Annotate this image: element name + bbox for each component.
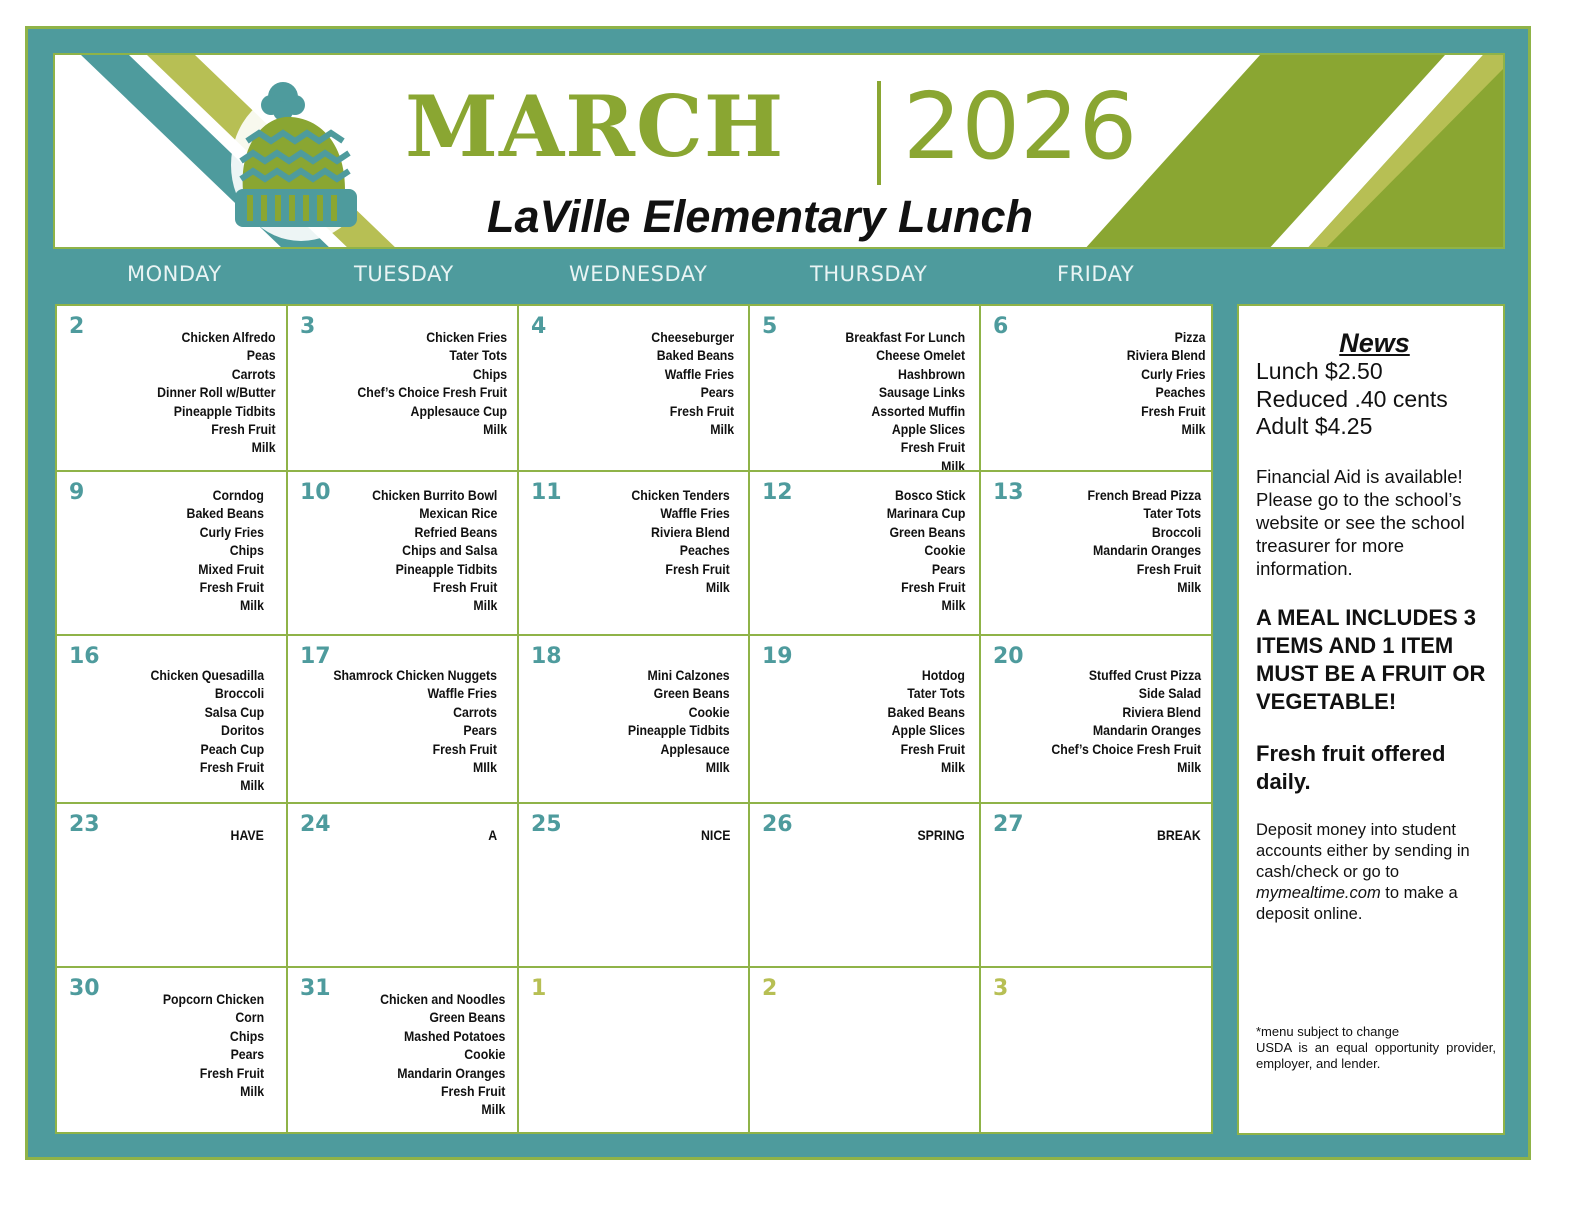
menu-item: Hotdog (921, 667, 965, 683)
menu-items (640, 328, 734, 438)
menu-item: Pears (463, 722, 497, 739)
calendar-day-cell (519, 636, 750, 804)
menu-item: Milk (941, 457, 965, 472)
menu-item: Broccoli (214, 685, 264, 702)
menu-item: Chicken and Noodles (379, 991, 505, 1007)
menu-item: Baked Beans (656, 347, 734, 364)
day-number: 17 (300, 644, 331, 669)
menu-item: Bosco Stick (894, 487, 965, 503)
menu-item: Fresh Fruit (432, 579, 497, 596)
price-lunch: Lunch $2.50 (1256, 358, 1383, 384)
menu-item: Milk (481, 1101, 505, 1118)
day-number: 20 (993, 644, 1024, 669)
menu-items (311, 666, 497, 776)
menu-item: Riviera Blend (1126, 347, 1205, 364)
menu-item: Pineapple Tidbits (174, 402, 276, 419)
menu-items (876, 486, 965, 615)
calendar-day-cell (981, 472, 1211, 636)
menu-item: Pears (700, 384, 734, 401)
menu-item: Milk (706, 579, 730, 596)
menu-item: Fresh Fruit (669, 402, 734, 419)
menu-item: Peaches (679, 542, 730, 559)
weekday-tuesday: TUESDAY (354, 262, 454, 286)
day-number: 25 (531, 812, 562, 837)
menu-item: Baked Beans (186, 505, 264, 522)
usda-statement: USDA is an equal opportunity provider, employer, and lender. (1256, 1040, 1496, 1071)
menu-item: Popcorn Chicken (162, 991, 264, 1007)
menu-item: French Bread Pizza (1087, 487, 1201, 503)
menu-item: Chef’s Choice Fresh Fruit (357, 384, 507, 401)
menu-item: Pears (931, 560, 965, 577)
day-number: 9 (69, 480, 85, 505)
menu-item: Mixed Fruit (198, 560, 264, 577)
menu-item: Peas (247, 347, 276, 364)
menu-item: Fresh Fruit (199, 759, 264, 776)
menu-item: Milk (252, 439, 276, 456)
menu-item: Chips (229, 542, 264, 559)
menu-item: Chicken Quesadilla (150, 667, 264, 683)
day-number: 12 (762, 480, 793, 505)
footnote (1256, 1024, 1496, 1072)
day-number: 10 (300, 480, 331, 505)
day-number: 13 (993, 480, 1024, 505)
menu-items (149, 990, 264, 1100)
calendar-day-cell (57, 804, 288, 968)
fresh-fruit-text: Fresh fruit offered daily. (1256, 740, 1446, 794)
menu-item: Apple Slices (891, 722, 965, 739)
mymealtime-link[interactable]: mymealtime.com (1256, 883, 1381, 902)
menu-item: Pineapple Tidbits (395, 560, 497, 577)
menu-item: Refried Beans (414, 523, 497, 540)
menu-items (1116, 328, 1205, 438)
menu-item: Chips and Salsa (401, 542, 497, 559)
menu-item: Fresh Fruit (199, 1064, 264, 1081)
menu-items (363, 990, 505, 1119)
knit-hat-icon (227, 71, 377, 241)
menu-item: Doritos (220, 722, 264, 739)
menu-item: Milk (941, 759, 965, 776)
menu-item: Green Beans (653, 685, 730, 702)
header-banner (53, 53, 1505, 249)
day-number: 30 (69, 976, 100, 1001)
calendar-day-cell (57, 968, 288, 1132)
title-divider (877, 81, 881, 185)
menu-item: Fresh Fruit (1136, 560, 1201, 577)
menu-items (614, 666, 730, 776)
menu-item: Chicken Burrito Bowl (371, 487, 497, 503)
menu-item: Salsa Cup (204, 703, 264, 720)
deposit-text (1256, 820, 1493, 925)
meal-rule-text: A MEAL INCLUDES 3 ITEMS AND 1 ITEM MUST BE A FRUIT OR VEGETABLE! (1256, 604, 1486, 714)
calendar-grid (55, 304, 1213, 1134)
menu-item: Fresh Fruit (665, 560, 730, 577)
menu-items (176, 486, 264, 615)
menu-item: MIlk (473, 759, 497, 776)
menu-item: Chicken Tenders (631, 487, 730, 503)
menu-item: Milk (1177, 579, 1201, 596)
menu-items (226, 826, 264, 844)
price-reduced: Reduced .40 cents (1256, 385, 1448, 412)
calendar-day-cell (57, 636, 288, 804)
menu-item: Marinara Cup (886, 505, 965, 522)
calendar-day-cell (750, 804, 981, 968)
month-title: MARCH (405, 77, 785, 176)
menu-item: Milk (483, 421, 507, 438)
menu-items (135, 666, 264, 795)
menu-item: Mashed Potatoes (403, 1027, 505, 1044)
menu-item: Mini Calzones (647, 667, 730, 683)
menu-item: Baked Beans (887, 703, 965, 720)
menu-item: Waffle Fries (660, 505, 730, 522)
menu-items (1031, 666, 1201, 776)
menu-item: Mexican Rice (418, 505, 497, 522)
day-number: 3 (993, 976, 1009, 1001)
menu-item: Fresh Fruit (1140, 402, 1205, 419)
menu-item: A (488, 827, 497, 843)
day-number: 18 (531, 644, 562, 669)
menu-item: Assorted Muffin (871, 402, 965, 419)
menu-item: Mandarin Oranges (1092, 722, 1201, 739)
calendar-day-cell (750, 472, 981, 636)
day-number: 5 (762, 314, 778, 339)
menu-item: Milk (710, 421, 734, 438)
deposit-text-end: to make a deposit online. (1256, 883, 1458, 923)
menu-item: Corn (235, 1009, 264, 1026)
news-panel (1237, 304, 1505, 1135)
calendar-day-cell (981, 306, 1211, 472)
menu-item: Cookie (923, 542, 965, 559)
menu-item: Green Beans (888, 523, 965, 540)
menu-item: Carrots (453, 703, 497, 720)
day-number: 11 (531, 480, 562, 505)
day-number: 1 (531, 976, 547, 1001)
calendar-day-cell (57, 306, 288, 472)
menu-item: Fresh Fruit (211, 421, 276, 438)
calendar-day-cell (519, 804, 750, 968)
weekday-friday: FRIDAY (1057, 262, 1135, 286)
menu-item: Chicken Alfredo (181, 329, 276, 345)
menu-item: Curly Fries (199, 523, 264, 540)
calendar-day-cell (288, 306, 519, 472)
menu-item: Mandarin Oranges (396, 1064, 505, 1081)
menu-item: Carrots (232, 365, 276, 382)
menu-item: Curly Fries (1140, 365, 1205, 382)
day-number: 19 (762, 644, 793, 669)
day-number: 2 (762, 976, 778, 1001)
calendar-day-cell (981, 636, 1211, 804)
calendar-day-cell (57, 472, 288, 636)
menu-item: Chef’s Choice Fresh Fruit (1051, 740, 1201, 757)
menu-item: Milk (1181, 421, 1205, 438)
day-number: 4 (531, 314, 547, 339)
menu-item: Broccoli (1151, 523, 1201, 540)
calendar-day-cell (750, 306, 981, 472)
weekday-thursday: THURSDAY (810, 262, 928, 286)
weekday-monday: MONDAY (127, 262, 222, 286)
menu-item: Peaches (1154, 384, 1205, 401)
menu-item: SPRING (917, 827, 965, 843)
menu-item: Cookie (688, 703, 730, 720)
calendar-day-cell (750, 968, 981, 1132)
menu-item: Milk (240, 777, 264, 794)
menu-items (337, 328, 507, 438)
menu-items (829, 328, 965, 472)
menu-item: Apple Slices (891, 421, 965, 438)
day-number: 2 (69, 314, 85, 339)
menu-item: Milk (473, 597, 497, 614)
calendar-day-cell (519, 968, 750, 1132)
menu-item: BREAK (1157, 827, 1201, 843)
day-number: 26 (762, 812, 793, 837)
menu-item: Applesauce Cup (410, 402, 507, 419)
menu-items (1151, 826, 1201, 844)
calendar-day-cell (519, 472, 750, 636)
menu-item: Fresh Fruit (900, 439, 965, 456)
calendar-day-cell (288, 636, 519, 804)
menu-item: Pineapple Tidbits (628, 722, 730, 739)
day-number: 24 (300, 812, 331, 837)
menu-item: NICE (700, 827, 730, 843)
menu-item: Fresh Fruit (199, 579, 264, 596)
menu-item: Fresh Fruit (440, 1083, 505, 1100)
menu-item: Hashbrown (897, 365, 965, 382)
menu-item: Shamrock Chicken Nuggets (333, 667, 497, 683)
menu-item: Applesauce (660, 740, 730, 757)
menu-item: Peach Cup (200, 740, 264, 757)
menu-item: Waffle Fries (427, 685, 497, 702)
menu-item: Cheeseburger (651, 329, 734, 345)
menu-item: Green Beans (428, 1009, 505, 1026)
menu-item: Tater Tots (449, 347, 507, 364)
menu-item: Milk (240, 1083, 264, 1100)
calendar-day-cell (288, 804, 519, 968)
menu-item: Fresh Fruit (900, 740, 965, 757)
menu-item: Mandarin Oranges (1092, 542, 1201, 559)
menu-items (141, 328, 276, 457)
menu-item: Stuffed Crust Pizza (1088, 667, 1201, 683)
menu-items (618, 486, 730, 596)
menu-item: Pears (230, 1046, 264, 1063)
menu-items (355, 486, 497, 615)
menu-item: Milk (1177, 759, 1201, 776)
menu-item: Fresh Fruit (432, 740, 497, 757)
news-title: News (1339, 328, 1410, 358)
menu-items (877, 666, 965, 776)
day-number: 3 (300, 314, 316, 339)
menu-item: Tater Tots (907, 685, 965, 702)
menu-item: MIlk (706, 759, 730, 776)
menu-item: Cookie (463, 1046, 505, 1063)
deposit-text-start: Deposit money into student accounts either by sending in cash/check or go to (1256, 820, 1470, 881)
year-title: 2026 (903, 73, 1138, 180)
menu-item: Riviera Blend (1122, 703, 1201, 720)
calendar-day-cell (519, 306, 750, 472)
weekday-wednesday: WEDNESDAY (569, 262, 708, 286)
menu-item: Pizza (1174, 329, 1205, 345)
financial-aid-text: Financial Aid is available! Please go to the school’s website or see the school treasurer for more information. (1256, 465, 1465, 579)
menu-item: Riviera Blend (651, 523, 730, 540)
menu-items (911, 826, 965, 844)
menu-item: Corndog (212, 487, 264, 503)
menu-items (487, 826, 497, 844)
menu-item: Side Salad (1138, 685, 1201, 702)
menu-change-note: *menu subject to change (1256, 1024, 1400, 1039)
menu-item: Milk (941, 597, 965, 614)
calendar-day-cell (750, 636, 981, 804)
school-title: LaVille Elementary Lunch (487, 191, 1033, 242)
calendar-day-cell (981, 804, 1211, 968)
calendar-day-cell (288, 968, 519, 1132)
menu-item: Dinner Roll w/Butter (157, 384, 276, 401)
menu-item: Chips (472, 365, 507, 382)
menu-item: Milk (240, 597, 264, 614)
menu-item: Fresh Fruit (900, 579, 965, 596)
menu-item: Tater Tots (1143, 505, 1201, 522)
day-number: 23 (69, 812, 100, 837)
calendar-day-cell (288, 472, 519, 636)
day-number: 16 (69, 644, 100, 669)
menu-item: Chicken Fries (426, 329, 507, 345)
menu-items (1072, 486, 1201, 596)
day-number: 6 (993, 314, 1009, 339)
menu-item: Breakfast For Lunch (845, 329, 965, 345)
menu-item: Cheese Omelet (875, 347, 965, 364)
menu-item: Waffle Fries (664, 365, 734, 382)
menu-item: Chips (229, 1027, 264, 1044)
menu-item: Sausage Links (878, 384, 965, 401)
day-number: 27 (993, 812, 1024, 837)
price-adult: Adult $4.25 (1256, 413, 1373, 439)
calendar-day-cell (981, 968, 1211, 1132)
day-number: 31 (300, 976, 331, 1001)
menu-items (697, 826, 730, 844)
menu-item: HAVE (230, 827, 264, 843)
